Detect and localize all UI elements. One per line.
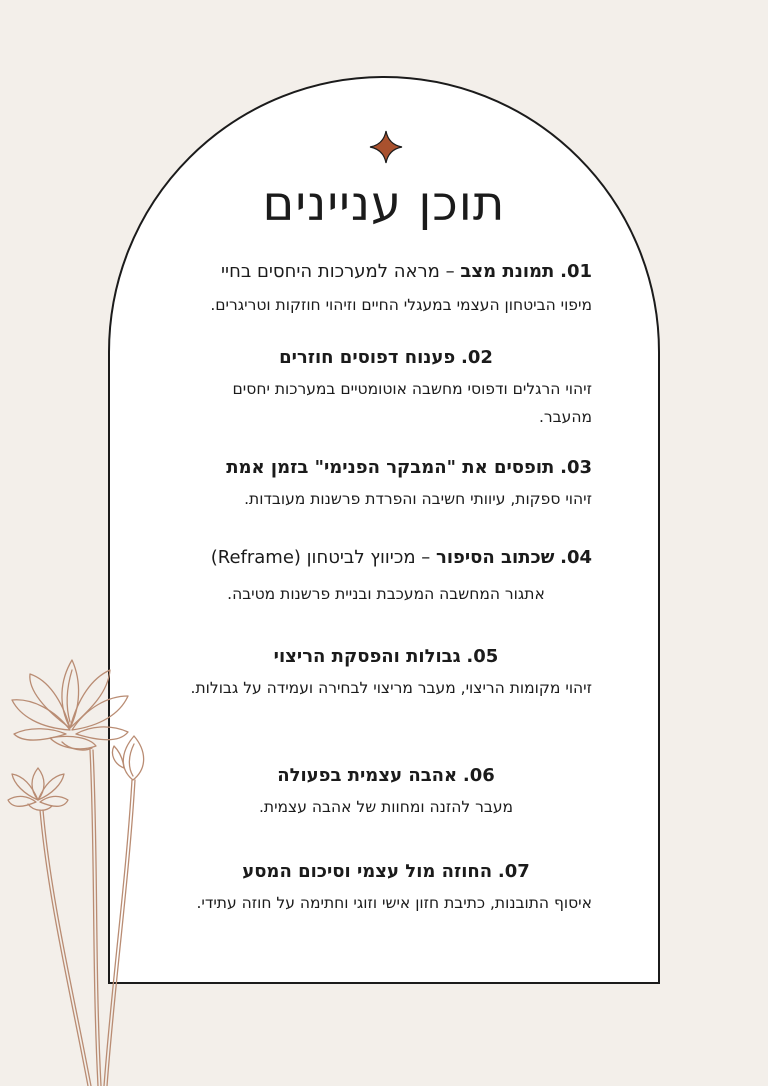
- section-description: אתגור המחשבה המעכבת ובניית פרשנות מטיבה.: [227, 585, 545, 603]
- section-number: 02.: [460, 347, 493, 368]
- section-description: זיהוי ספקות, עיוותי חשיבה והפרדת פרשנות מעובדות.: [244, 490, 592, 508]
- section-title: פענוח דפוסים חוזרים: [279, 347, 456, 368]
- section-heading: [180, 644, 592, 670]
- toc-section-01: [180, 259, 592, 319]
- section-description: זיהוי מקומות הריצוי, מעבר מריצוי לבחירה ועמידה על גבולות.: [190, 679, 592, 697]
- toc-section-07: [180, 859, 592, 917]
- section-number: 01.: [560, 261, 592, 282]
- section-description: איסוף התובנות, כתיבת חזון אישי וזוגי וחתימה על חוזה עתידי.: [196, 894, 592, 912]
- section-separator: –: [415, 547, 437, 568]
- section-title: גבולות והפסקת הריצוי: [273, 646, 461, 667]
- section-number: 06.: [462, 765, 495, 786]
- section-number: 07.: [497, 861, 530, 882]
- section-heading: [180, 545, 592, 571]
- section-number: 03.: [560, 457, 592, 478]
- section-number: 05.: [466, 646, 499, 667]
- four-point-star-icon: [369, 130, 403, 164]
- toc-section-05: [180, 644, 592, 702]
- section-description: מעבר להזנה ומחוות של אהבה עצמית.: [258, 798, 514, 816]
- section-title: שכתוב הסיפור: [436, 547, 555, 568]
- section-title: אהבה עצמית בפעולה: [277, 765, 458, 786]
- toc-section-02: [180, 345, 592, 431]
- section-heading: [180, 455, 592, 481]
- section-heading: [180, 259, 592, 285]
- toc-section-04: [180, 545, 592, 608]
- toc-section-06: [180, 763, 592, 821]
- toc-section-03: [180, 455, 592, 513]
- section-separator: –: [439, 261, 461, 282]
- lotus-flower-illustration: [0, 650, 170, 1086]
- section-number: 04.: [560, 547, 592, 568]
- section-subtitle: מכיווץ לביטחון (Reframe): [210, 547, 416, 568]
- section-description: זיהוי הרגלים ודפוסי מחשבה אוטומטיים במערכות יחסים מהעבר.: [232, 380, 592, 426]
- section-heading: [180, 763, 592, 789]
- page-title: תוכן עניינים: [262, 176, 506, 232]
- section-title: תמונת מצב: [460, 261, 555, 282]
- section-description: מיפוי הביטחון העצמי במעגלי החיים וזיהוי חוזקות וטריגרים.: [210, 296, 592, 314]
- section-subtitle: מראה למערכות היחסים בחיי: [221, 261, 440, 282]
- section-heading: [180, 859, 592, 885]
- section-title: החוזה מול עצמי וסיכום המסע: [242, 861, 493, 882]
- section-heading: [180, 345, 592, 371]
- section-title: תופסים את "המבקר הפנימי" בזמן אמת: [226, 457, 555, 478]
